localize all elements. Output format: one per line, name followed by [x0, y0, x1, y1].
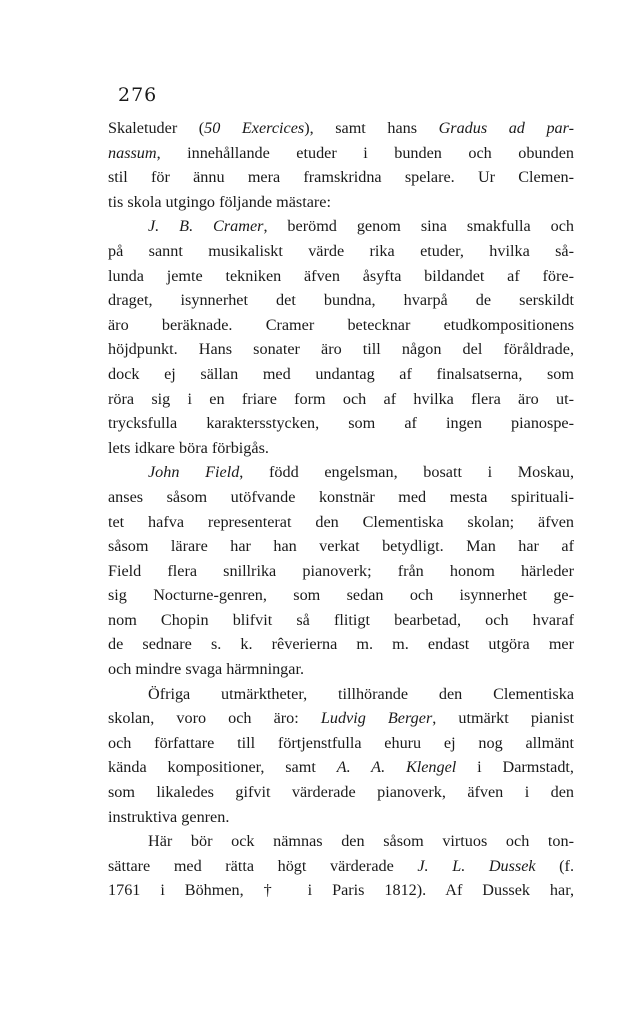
- text-line: sättare med rätta högt värderade J. L. Dussek (f.: [108, 856, 574, 875]
- text-line: John Field, född engelsman, bosatt i Moskau,: [148, 463, 574, 482]
- text-line: sig Nocturne-genren, som sedan och isynnerhet ge-: [108, 586, 574, 605]
- text-line: trycksfulla karaktersstycken, som af ingen pianospe-: [108, 414, 574, 433]
- text-line: instruktiva genren.: [108, 807, 230, 826]
- text-line: 1761 i Böhmen, † i Paris 1812). Af Dussek har,: [108, 881, 574, 900]
- text-line: som likaledes gifvit värderade pianoverk, äfven i den: [108, 783, 574, 802]
- book-page: [108, 84, 574, 903]
- text-line: såsom lärare har han verkat betydligt. Man har af: [108, 537, 574, 556]
- text-line: och mindre svaga härmningar.: [108, 660, 304, 679]
- text-line: på sannt musikaliskt värde rika etuder, hvilka så-: [108, 241, 574, 260]
- text-line: de sednare s. k. rêverierna m. m. endast utgöra mer: [108, 635, 574, 654]
- text-line: Field flera snillrika pianoverk; från honom härleder: [108, 561, 574, 580]
- text-line: kända kompositioner, samt A. A. Klengel i Darmstadt,: [108, 758, 574, 777]
- text-line: nassum, innehållande etuder i bunden och obunden: [108, 143, 574, 162]
- text-line: J. B. Cramer, berömd genom sina smakfulla och: [148, 217, 575, 236]
- text-line: dock ej sällan med undantag af finalsatserna, som: [108, 364, 574, 383]
- text-line: höjdpunkt. Hans sonater äro till någon del föråldrade,: [108, 340, 574, 359]
- text-line: Skaletuder (50 Exercices), samt hans Gradus ad par-: [108, 119, 574, 137]
- text-line: äro beräknade. Cramer betecknar etudkompositionens: [108, 315, 574, 334]
- text-line: lets idkare böra förbigås.: [108, 438, 269, 457]
- page-number: 276: [118, 84, 158, 106]
- text-line: skolan, voro och äro: Ludvig Berger, utmärkt pianist: [108, 709, 574, 728]
- text-line: stil för ännu mera framskridna spelare. Ur Clemen-: [108, 168, 574, 187]
- text-line: Öfriga utmärktheter, tillhörande den Clementiska: [148, 684, 574, 703]
- text-line: anses såsom utöfvande konstnär med mesta spirituali-: [108, 487, 574, 506]
- text-line: Här bör ock nämnas den såsom virtuos och ton-: [148, 832, 574, 851]
- text-line: nom Chopin blifvit så flitigt bearbetad, och hvaraf: [108, 610, 574, 629]
- text-line: och författare till förtjenstfulla ehuru ej nog allmänt: [108, 733, 574, 752]
- text-line: tis skola utgingo följande mästare:: [108, 192, 331, 211]
- text-line: röra sig i en friare form och af hvilka flera äro ut-: [108, 389, 574, 408]
- text-line: tet hafva representerat den Clementiska skolan; äfven: [108, 512, 574, 531]
- text-line: lunda jemte tekniken äfven åsyfta bildandet af före-: [108, 266, 574, 285]
- text-line: draget, isynnerhet det bundna, hvarpå de serskildt: [108, 291, 574, 310]
- body-text: [108, 116, 574, 903]
